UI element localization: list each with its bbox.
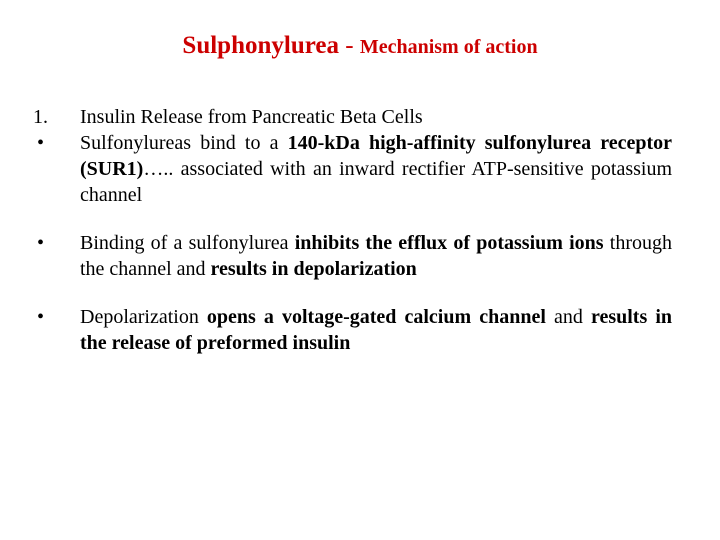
spacer <box>0 282 720 304</box>
bullet-marker: • <box>37 306 45 328</box>
text-segment: through the channel and <box>80 232 672 280</box>
item-text <box>80 304 672 356</box>
bullet-marker: • <box>37 232 45 254</box>
text-segment: Binding of a sulfonylurea <box>80 232 295 254</box>
bullet-item <box>0 230 672 282</box>
title-subtitle: Mechanism of action <box>359 36 538 58</box>
spacer <box>0 208 720 230</box>
bold-text-segment: 140-kDa high-affinity sulfonylurea receptor (SUR1) <box>80 132 672 180</box>
item-text <box>80 130 672 208</box>
item-text <box>80 230 672 282</box>
bullet-item <box>0 304 672 356</box>
bold-text-segment: opens a voltage-gated calcium channel <box>206 306 546 328</box>
text-segment: ….. associated with an inward rectifier ATP-sensitive potassium channel <box>80 158 672 206</box>
item-text <box>80 104 672 130</box>
bold-text-segment: inhibits the efflux of potassium ions <box>294 232 604 254</box>
title-main: Sulphonylurea <box>182 32 339 59</box>
title-separator: - <box>338 32 360 59</box>
bold-text-segment: results in the release of preformed insulin <box>80 306 672 354</box>
slide-body <box>0 104 720 356</box>
bullet-item <box>0 130 672 208</box>
slide-title <box>0 32 720 60</box>
list-number: 1. <box>33 106 48 128</box>
numbered-item-1 <box>0 104 672 130</box>
text-segment: Insulin Release from Pancreatic Beta Cells <box>80 106 423 128</box>
bullet-marker: • <box>37 132 45 154</box>
text-segment: Sulfonylureas bind to a <box>80 132 288 154</box>
text-segment: Depolarization <box>80 306 207 328</box>
text-segment: and <box>545 306 591 328</box>
bold-text-segment: results in depolarization <box>210 258 417 280</box>
